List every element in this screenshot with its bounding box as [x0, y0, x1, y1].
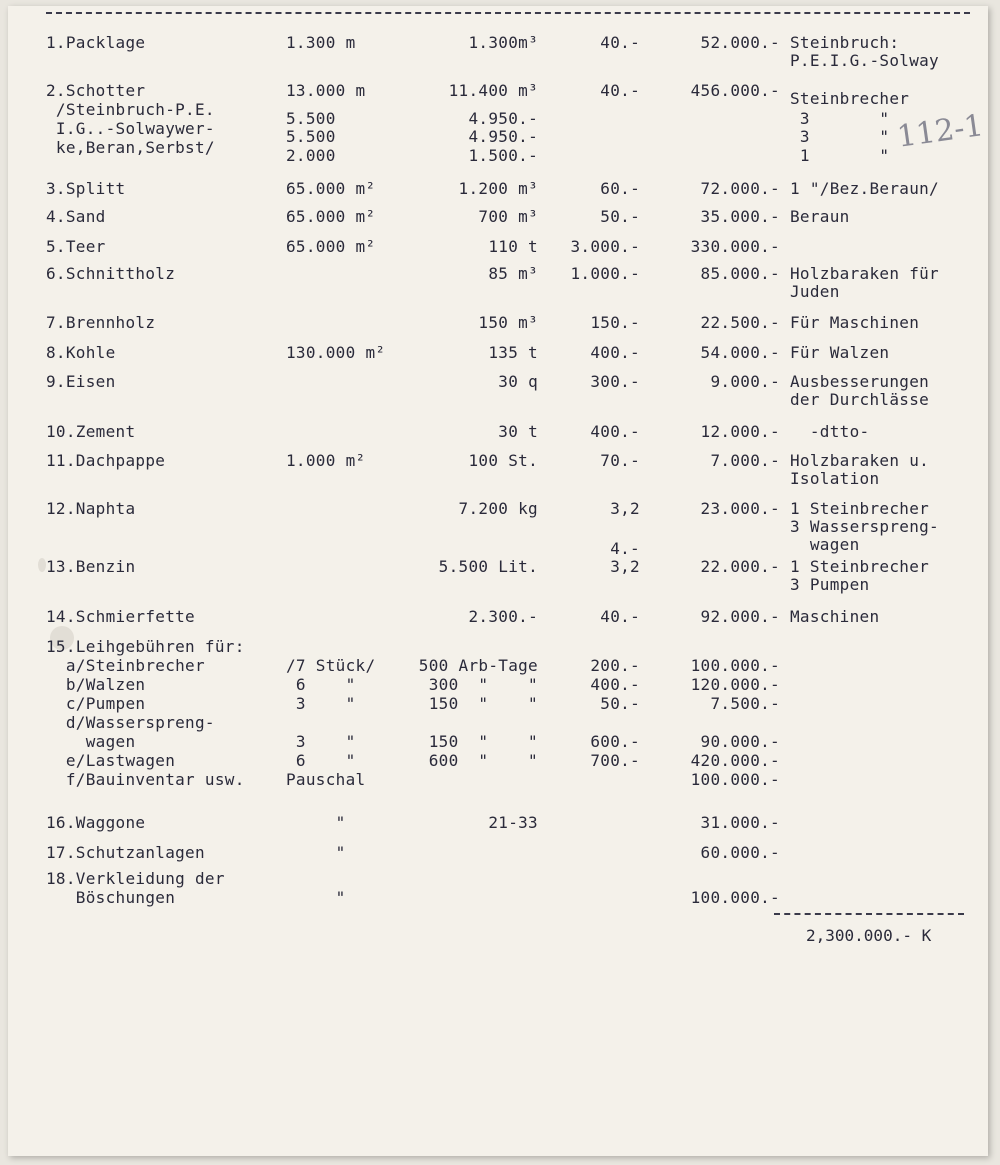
row-2-item-name: ke,Beran,Serbst/ — [46, 138, 215, 157]
row-2-quantity: 4.950.- — [468, 109, 538, 128]
row-2-area-value: 5.500 — [286, 127, 336, 146]
row-11-item-name: 11.Dachpappe — [46, 451, 166, 470]
row-12-item-name: 12.Naphta — [46, 499, 136, 518]
row-9-total-cost: 9.000.- — [710, 372, 780, 391]
row-15-quantity: 150 " " — [428, 694, 538, 713]
row-18-item-name: Böschungen — [46, 888, 176, 907]
row-16-total-cost: 31.000.- — [700, 813, 780, 832]
row-3-quantity: 1.200 m³ — [458, 179, 538, 198]
row-14-unit-price: 40.- — [600, 607, 640, 626]
row-18-total-cost: 100.000.- — [690, 888, 780, 907]
row-16-area-value: " — [286, 813, 346, 832]
row-4-item-name: 4.Sand — [46, 207, 106, 226]
row-16-item-name: 16.Waggone — [46, 813, 146, 832]
total-dashed-rule — [774, 913, 964, 915]
row-11-unit-price: 70.- — [600, 451, 640, 470]
row-6-total-cost: 85.000.- — [700, 264, 780, 283]
top-dashed-rule — [46, 12, 970, 14]
row-1-quantity: 1.300m³ — [468, 33, 538, 52]
row-13-quantity: 5.500 Lit. — [438, 557, 538, 576]
row-7-quantity: 150 m³ — [478, 313, 538, 332]
row-9-unit-price: 300.- — [590, 372, 640, 391]
row-15-unit-price: 400.- — [590, 675, 640, 694]
row-15-total-cost: 7.500.- — [710, 694, 780, 713]
row-5-area-value: 65.000 m² — [286, 237, 376, 256]
row-8-quantity: 135 t — [488, 343, 538, 362]
row-18-item-name: 18.Verkleidung der — [46, 869, 225, 888]
grand-total: 2,300.000.- K — [806, 926, 932, 945]
row-15-area-value: 6 " — [286, 751, 356, 770]
row-2-remark: 3 " — [790, 127, 890, 146]
row-9-quantity: 30 q — [498, 372, 538, 391]
row-4-area-value: 65.000 m² — [286, 207, 376, 226]
row-1-item-name: 1.Packlage — [46, 33, 146, 52]
row-15-unit-price: 700.- — [590, 751, 640, 770]
row-3-item-name: 3.Splitt — [46, 179, 126, 198]
row-15-area-value: Pauschal — [286, 770, 366, 789]
row-1-remark: P.E.I.G.-Solway — [790, 51, 939, 70]
row-12-remark: 1 Steinbrecher — [790, 499, 930, 518]
row-11-area-value: 1.000 m² — [286, 451, 366, 470]
row-10-quantity: 30 t — [498, 422, 538, 441]
row-15-total-cost: 100.000.- — [690, 656, 780, 675]
row-2-unit-price: 40.- — [600, 81, 640, 100]
row-13-unit-price: 3,2 — [610, 557, 640, 576]
row-12-remark: 3 Wasserspreng- — [790, 517, 939, 536]
row-15-item-name: c/Pumpen — [46, 694, 146, 713]
row-6-quantity: 85 m³ — [488, 264, 538, 283]
row-13-item-name: 13.Benzin — [46, 557, 136, 576]
row-11-quantity: 100 St. — [468, 451, 538, 470]
row-15-quantity: 600 " " — [428, 751, 538, 770]
row-2-item-name: 2.Schotter — [46, 81, 146, 100]
row-2-quantity: 11.400 m³ — [448, 81, 538, 100]
row-1-total-cost: 52.000.- — [700, 33, 780, 52]
row-2-quantity: 1.500.- — [468, 146, 538, 165]
row-17-area-value: " — [286, 843, 346, 862]
row-5-total-cost: 330.000.- — [690, 237, 780, 256]
row-4-unit-price: 50.- — [600, 207, 640, 226]
row-15-quantity: 500 Arb-Tage — [418, 656, 538, 675]
row-15-area-value: 3 " — [286, 694, 356, 713]
row-9-remark: der Durchlässe — [790, 390, 930, 409]
row-10-total-cost: 12.000.- — [700, 422, 780, 441]
row-15-unit-price: 200.- — [590, 656, 640, 675]
row-17-total-cost: 60.000.- — [700, 843, 780, 862]
row-10-remark: -dtto- — [790, 422, 870, 441]
row-18-area-value: " — [286, 888, 346, 907]
row-8-total-cost: 54.000.- — [700, 343, 780, 362]
handwritten-note: 112-1 — [894, 108, 986, 155]
row-15-total-cost: 420.000.- — [690, 751, 780, 770]
row-13-total-cost: 22.000.- — [700, 557, 780, 576]
row-15-total-cost: 120.000.- — [690, 675, 780, 694]
row-15-item-name: e/Lastwagen — [46, 751, 176, 770]
row-2-remark: 3 " — [790, 109, 890, 128]
row-9-item-name: 9.Eisen — [46, 372, 116, 391]
row-7-total-cost: 22.500.- — [700, 313, 780, 332]
row-6-item-name: 6.Schnittholz — [46, 264, 176, 283]
row-15-unit-price: 600.- — [590, 732, 640, 751]
row-2-quantity: 4.950.- — [468, 127, 538, 146]
row-15-total-cost: 100.000.- — [690, 770, 780, 789]
row-12-unit-price: 3,2 — [610, 499, 640, 518]
row-15-area-value: 3 " — [286, 732, 356, 751]
row-9-remark: Ausbesserungen — [790, 372, 930, 391]
row-7-remark: Für Maschinen — [790, 313, 920, 332]
row-1-unit-price: 40.- — [600, 33, 640, 52]
row-17-item-name: 17.Schutzanlagen — [46, 843, 205, 862]
row-14-total-cost: 92.000.- — [700, 607, 780, 626]
row-11-total-cost: 7.000.- — [710, 451, 780, 470]
row-12-total-cost: 23.000.- — [700, 499, 780, 518]
row-7-unit-price: 150.- — [590, 313, 640, 332]
row-3-unit-price: 60.- — [600, 179, 640, 198]
row-1-area-value: 1.300 m — [286, 33, 356, 52]
row-8-item-name: 8.Kohle — [46, 343, 116, 362]
row-2-remark: 1 " — [790, 146, 890, 165]
row-14-remark: Maschinen — [790, 607, 880, 626]
row-5-unit-price: 3.000.- — [570, 237, 640, 256]
row-15-total-cost: 90.000.- — [700, 732, 780, 751]
row-13-remark: 1 Steinbrecher — [790, 557, 930, 576]
row-6-unit-price: 1.000.- — [570, 264, 640, 283]
row-14-item-name: 14.Schmierfette — [46, 607, 195, 626]
row-6-remark: Juden — [790, 282, 840, 301]
row-8-area-value: 130.000 m² — [286, 343, 386, 362]
row-5-item-name: 5.Teer — [46, 237, 106, 256]
row-13-remark: 3 Pumpen — [790, 575, 870, 594]
row-3-area-value: 65.000 m² — [286, 179, 376, 198]
row-12-remark: wagen — [790, 535, 860, 554]
row-2-remark: Steinbrecher — [790, 89, 910, 108]
row-15-item-name: a/Steinbrecher — [46, 656, 205, 675]
row-15-area-value: 6 " — [286, 675, 356, 694]
row-2-item-name: I.G..-Solwaywer- — [46, 119, 215, 138]
row-7-item-name: 7.Brennholz — [46, 313, 156, 332]
row-2-total-cost: 456.000.- — [690, 81, 780, 100]
row-2-area-value: 13.000 m — [286, 81, 366, 100]
row-6-remark: Holzbaraken für — [790, 264, 939, 283]
row-15-item-name: f/Bauinventar usw. — [46, 770, 245, 789]
row-1-remark: Steinbruch: — [790, 33, 900, 52]
row-15-area-value: /7 Stück/ — [286, 656, 376, 675]
row-11-remark: Holzbaraken u. — [790, 451, 930, 470]
row-4-remark: Beraun — [790, 207, 850, 226]
row-10-unit-price: 400.- — [590, 422, 640, 441]
row-5-quantity: 110 t — [488, 237, 538, 256]
row-11-remark: Isolation — [790, 469, 880, 488]
row-4-quantity: 700 m³ — [478, 207, 538, 226]
row-14-quantity: 2.300.- — [468, 607, 538, 626]
row-16-quantity: 21-33 — [488, 813, 538, 832]
row-15-item-name: d/Wasserspreng- — [46, 713, 215, 732]
row-12-quantity: 7.200 kg — [458, 499, 538, 518]
row-12-unit-price: 4.- — [610, 539, 640, 558]
row-3-total-cost: 72.000.- — [700, 179, 780, 198]
row-2-area-value: 2.000 — [286, 146, 336, 165]
row-2-area-value: 5.500 — [286, 109, 336, 128]
row-15-quantity: 300 " " — [428, 675, 538, 694]
row-4-total-cost: 35.000.- — [700, 207, 780, 226]
row-2-item-name: /Steinbruch-P.E. — [46, 100, 215, 119]
row-15-item-name: wagen — [46, 732, 136, 751]
row-15-item-name: 15.Leihgebühren für: — [46, 637, 245, 656]
row-10-item-name: 10.Zement — [46, 422, 136, 441]
row-15-unit-price: 50.- — [600, 694, 640, 713]
row-3-remark: 1 "/Bez.Beraun/ — [790, 179, 939, 198]
row-15-item-name: b/Walzen — [46, 675, 146, 694]
row-15-quantity: 150 " " — [428, 732, 538, 751]
row-8-unit-price: 400.- — [590, 343, 640, 362]
row-8-remark: Für Walzen — [790, 343, 890, 362]
